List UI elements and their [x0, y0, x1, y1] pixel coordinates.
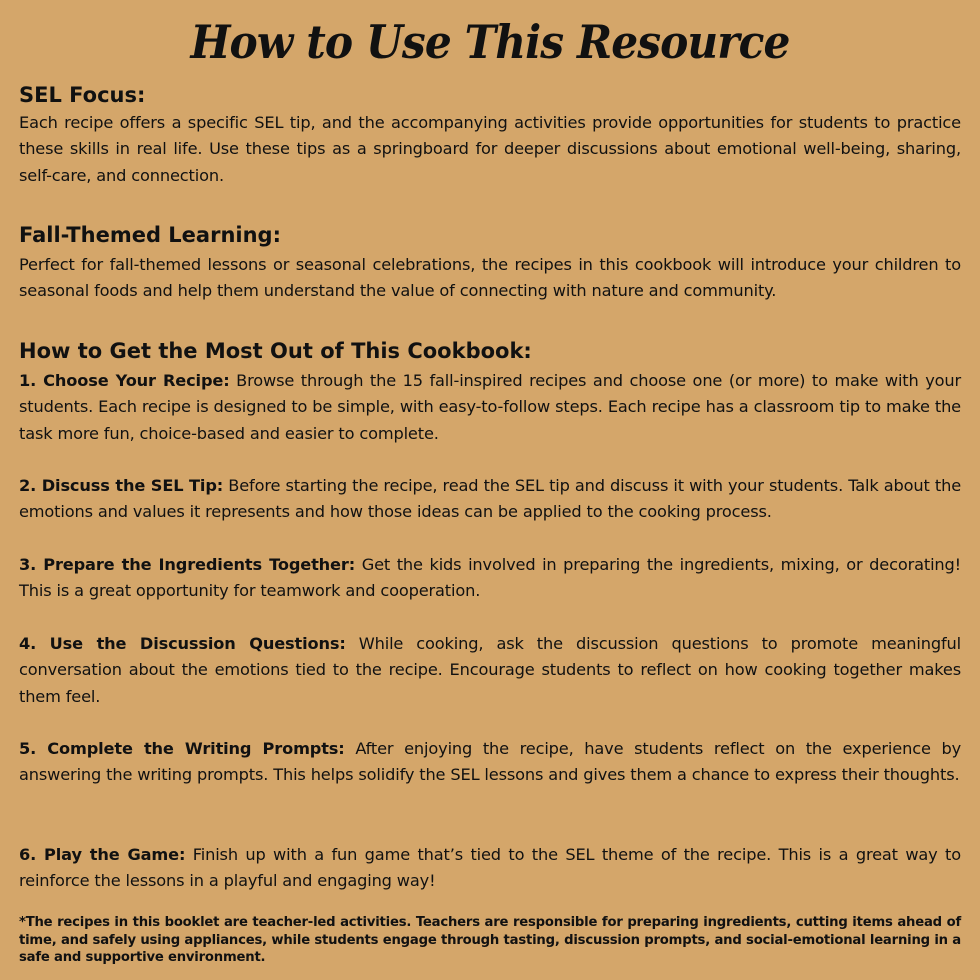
- step-4-label: 4. Use the Discussion Questions:: [19, 634, 346, 653]
- step-3-label: 3. Prepare the Ingredients Together:: [19, 555, 356, 574]
- step-2-text: Before starting the recipe, read the SEL tip and discuss it with your students. Talk about the emotions and values it represents and how those ideas can be applied to the cooking process.: [19, 476, 962, 522]
- step-6: [19, 842, 961, 895]
- step-2-label: 2. Discuss the SEL Tip:: [19, 476, 224, 495]
- sel-focus-body: Each recipe offers a specific SEL tip, and the accompanying activities provide opportunities for students to practice these skills in real life. Use these tips as a springboard for deeper discussions about emotional well-being, sharing, self-care, and connection.: [19, 113, 961, 185]
- fall-themed-body: Perfect for fall-themed lessons or seasonal celebrations, the recipes in this cookbook will introduce your children to seasonal foods and help them understand the value of connecting with nature and community.: [19, 255, 961, 301]
- fall-themed-heading: Fall-Themed Learning:: [19, 223, 281, 247]
- page-title: How to Use This Resource: [190, 15, 790, 69]
- sel-focus-heading: SEL Focus:: [19, 83, 146, 107]
- how-to-heading: How to Get the Most Out of This Cookbook:: [19, 339, 532, 363]
- step-6-text: Finish up with a fun game that’s tied to the SEL theme of the recipe. This is a great way to reinforce the lessons in a playful and engaging way!: [19, 845, 961, 891]
- step-5-label: 5. Complete the Writing Prompts:: [19, 739, 345, 758]
- safety-footnote: *The recipes in this booklet are teacher-led activities. Teachers are responsible for preparing ingredients, cutting items ahead of time, and safely using appliances, while students engage through tasting, discussion prompts, and social-emotional learning in a safe and supportive environment.: [19, 915, 961, 966]
- step-4: [19, 631, 961, 710]
- step-3-text: Get the kids involved in preparing the ingredients, mixing, or decorating! This is a great opportunity for teamwork and cooperation.: [19, 555, 961, 601]
- step-3: [19, 552, 961, 605]
- step-5: [19, 736, 961, 789]
- step-6-label: 6. Play the Game:: [19, 845, 186, 864]
- step-5-text: After enjoying the recipe, have students reflect on the experience by answering the writing prompts. This helps solidify the SEL lessons and gives them a chance to express their thoughts.: [19, 739, 961, 785]
- step-1: [19, 368, 961, 447]
- document-page: [19, 0, 962, 966]
- step-4-text: While cooking, ask the discussion questions to promote meaningful conversation about the emotions tied to the recipe. Encourage students to reflect on how cooking together makes them feel.: [19, 634, 961, 706]
- step-2: [19, 473, 961, 526]
- step-1-text: Browse through the 15 fall-inspired recipes and choose one (or more) to make with your students. Each recipe is designed to be simple, with easy-to-follow steps. Each recipe has a classroom tip to make the task more fun, choice-based and easier to complete.: [19, 371, 961, 443]
- step-1-label: 1. Choose Your Recipe:: [19, 371, 230, 390]
